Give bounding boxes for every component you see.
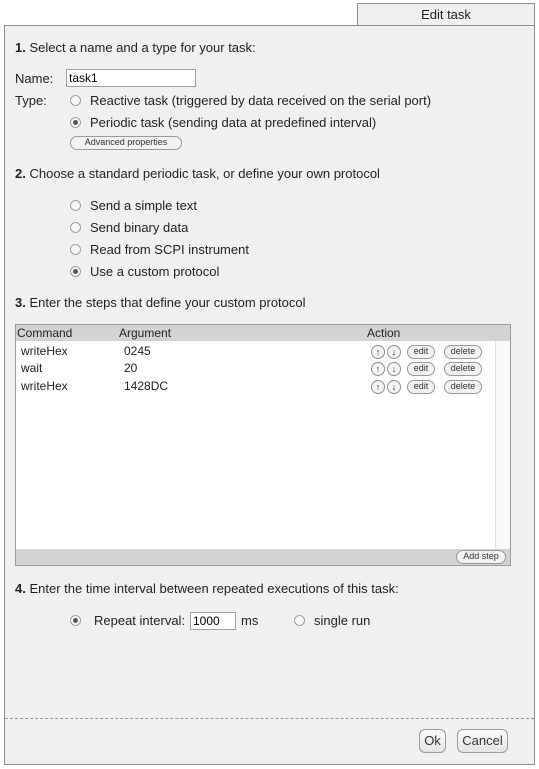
- radio-single-run[interactable]: [294, 615, 305, 626]
- edit-button[interactable]: edit: [407, 380, 435, 394]
- tab-edit-task[interactable]: Edit task: [357, 3, 535, 25]
- type-label: Type:: [15, 93, 47, 108]
- table-footer: [16, 549, 510, 565]
- row-argument: 20: [124, 361, 138, 375]
- table-scrollbar[interactable]: [495, 341, 510, 549]
- step1-text: Select a name and a type for your task:: [29, 40, 256, 55]
- delete-button[interactable]: delete: [444, 380, 482, 394]
- cancel-button[interactable]: Cancel: [457, 729, 508, 753]
- ok-button[interactable]: Ok: [419, 729, 446, 753]
- step2-number: 2.: [15, 166, 26, 181]
- move-down-icon[interactable]: ↓: [387, 345, 401, 359]
- table-row: [16, 378, 496, 395]
- radio-send-binary-data[interactable]: [70, 222, 81, 233]
- send-simple-text-label: Send a simple text: [90, 198, 197, 213]
- radio-periodic-task[interactable]: [70, 117, 81, 128]
- step1-number: 1.: [15, 40, 26, 55]
- edit-task-panel: [4, 25, 535, 765]
- read-scpi-label: Read from SCPI instrument: [90, 242, 249, 257]
- custom-protocol-label: Use a custom protocol: [90, 264, 220, 279]
- radio-custom-protocol[interactable]: [70, 266, 81, 277]
- task-name-input[interactable]: [66, 69, 196, 87]
- repeat-interval-input[interactable]: [190, 612, 236, 630]
- radio-repeat-interval[interactable]: [70, 615, 81, 626]
- move-down-icon[interactable]: ↓: [387, 362, 401, 376]
- column-header-action: Action: [367, 326, 401, 340]
- interval-unit-label: ms: [241, 613, 259, 628]
- table-header: [16, 325, 510, 341]
- single-run-label: single run: [314, 613, 371, 628]
- repeat-interval-label: Repeat interval:: [94, 613, 186, 628]
- row-command: writeHex: [21, 344, 68, 358]
- footer-divider: [5, 718, 534, 719]
- advanced-properties-button[interactable]: Advanced properties: [70, 136, 182, 150]
- move-down-icon[interactable]: ↓: [387, 380, 401, 394]
- name-label: Name:: [15, 71, 54, 86]
- move-up-icon[interactable]: ↑: [371, 362, 385, 376]
- delete-button[interactable]: delete: [444, 362, 482, 376]
- edit-button[interactable]: edit: [407, 362, 435, 376]
- reactive-task-label: Reactive task (triggered by data received on the serial port): [90, 93, 432, 108]
- step4-heading: [15, 581, 399, 596]
- row-argument: 1428DC: [124, 379, 169, 393]
- send-binary-data-label: Send binary data: [90, 220, 189, 235]
- step3-heading: [15, 295, 306, 310]
- radio-send-simple-text[interactable]: [70, 200, 81, 211]
- radio-reactive-task[interactable]: [70, 95, 81, 106]
- radio-read-scpi[interactable]: [70, 244, 81, 255]
- step3-text: Enter the steps that define your custom protocol: [29, 295, 306, 310]
- step2-text: Choose a standard periodic task, or define your own protocol: [29, 166, 380, 181]
- protocol-steps-table: [15, 324, 511, 566]
- step2-heading: [15, 166, 380, 181]
- table-row: [16, 343, 496, 360]
- edit-button[interactable]: edit: [407, 345, 435, 359]
- column-header-command: Command: [17, 326, 73, 340]
- row-command: writeHex: [21, 379, 68, 393]
- column-header-argument: Argument: [119, 326, 172, 340]
- row-command: wait: [21, 361, 43, 375]
- step4-number: 4.: [15, 581, 26, 596]
- step3-number: 3.: [15, 295, 26, 310]
- move-up-icon[interactable]: ↑: [371, 345, 385, 359]
- move-up-icon[interactable]: ↑: [371, 380, 385, 394]
- add-step-button[interactable]: Add step: [456, 550, 506, 564]
- delete-button[interactable]: delete: [444, 345, 482, 359]
- step4-text: Enter the time interval between repeated executions of this task:: [29, 581, 399, 596]
- step1-heading: [15, 40, 256, 55]
- periodic-task-label: Periodic task (sending data at predefined interval): [90, 115, 377, 130]
- table-row: [16, 360, 496, 377]
- row-argument: 0245: [124, 344, 151, 358]
